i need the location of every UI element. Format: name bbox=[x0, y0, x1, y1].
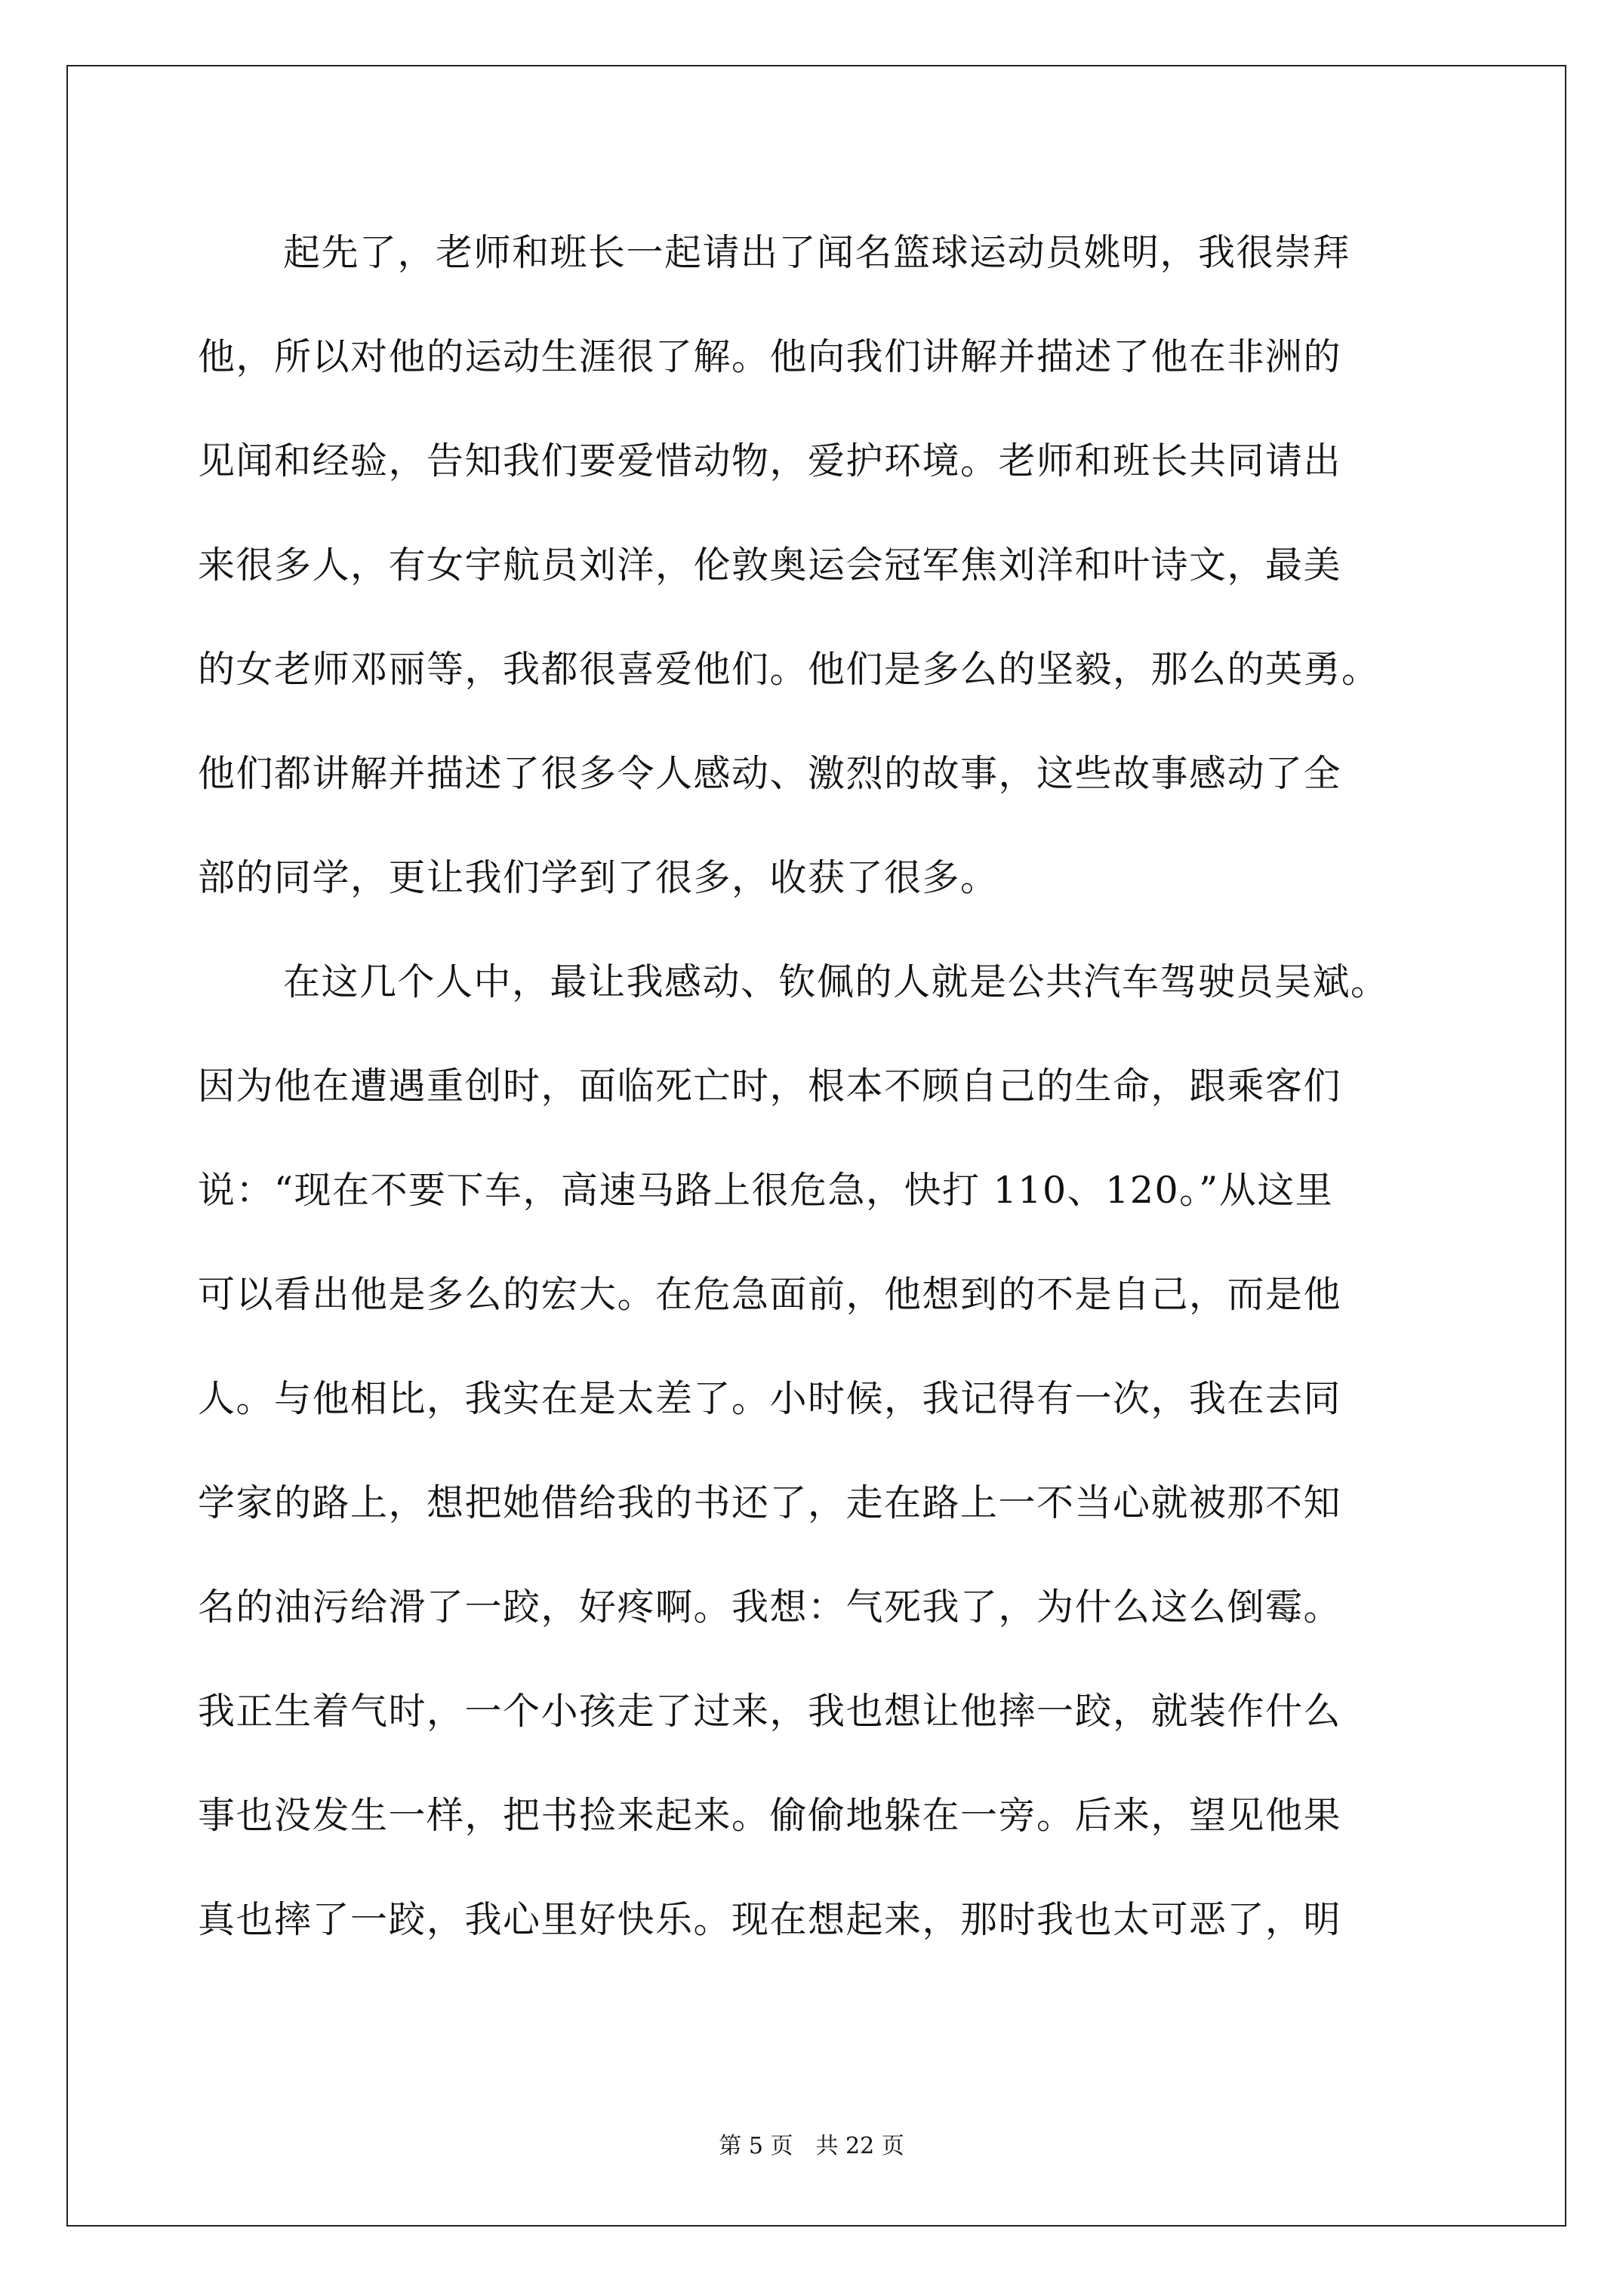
text-line: 部的同学，更让我们学到了很多，收获了很多。 bbox=[198, 856, 999, 899]
text-line: 可以看出他是多么的宏大。在危急面前，他想到的不是自己，而是他 bbox=[198, 1273, 1342, 1316]
text-line: 因为他在遭遇重创时，面临死亡时，根本不顾自己的生命，跟乘客们 bbox=[198, 1065, 1342, 1108]
page-total: 共 22 页 bbox=[815, 2133, 904, 2159]
text-line: 人。与他相比，我实在是太差了。小时候，我记得有一次，我在去同 bbox=[198, 1377, 1342, 1420]
text-line: 真也摔了一跤，我心里好快乐。现在想起来，那时我也太可恶了，明 bbox=[198, 1898, 1342, 1941]
page-number: 第 5 页 bbox=[719, 2133, 793, 2159]
text-line: 来很多人，有女宇航员刘洋，伦敦奥运会冠军焦刘洋和叶诗文，最美 bbox=[198, 544, 1342, 587]
text-line: 见闻和经验，告知我们要爱惜动物，爱护环境。老师和班长共同请出 bbox=[198, 439, 1342, 482]
text-line: 在这几个人中，最让我感动、钦佩的人就是公共汽车驾驶员吴斌。 bbox=[283, 960, 1389, 1003]
page-footer bbox=[0, 2127, 1623, 2160]
text-line: 学家的路上，想把她借给我的书还了，走在路上一不当心就被那不知 bbox=[198, 1481, 1342, 1524]
text-line: 说：“现在不要下车，高速马路上很危急，快打 110、120。”从这里 bbox=[198, 1169, 1334, 1212]
text-line: 他们都讲解并描述了很多令人感动、激烈的故事，这些故事感动了全 bbox=[198, 752, 1342, 795]
text-line: 名的油污给滑了一跤，好疼啊。我想：气死我了，为什么这么倒霉。 bbox=[198, 1586, 1342, 1629]
text-line: 我正生着气时，一个小孩走了过来，我也想让他摔一跤，就装作什么 bbox=[198, 1690, 1342, 1733]
text-line: 他，所以对他的运动生涯很了解。他向我们讲解并描述了他在非洲的 bbox=[198, 335, 1342, 378]
text-line: 的女老师邓丽等，我都很喜爱他们。他们是多么的坚毅，那么的英勇。 bbox=[198, 648, 1380, 691]
text-line: 事也没发生一样，把书捡来起来。偷偷地躲在一旁。后来，望见他果 bbox=[198, 1794, 1342, 1837]
text-line: 起先了，老师和班长一起请出了闻名篮球运动员姚明，我很崇拜 bbox=[283, 231, 1351, 274]
